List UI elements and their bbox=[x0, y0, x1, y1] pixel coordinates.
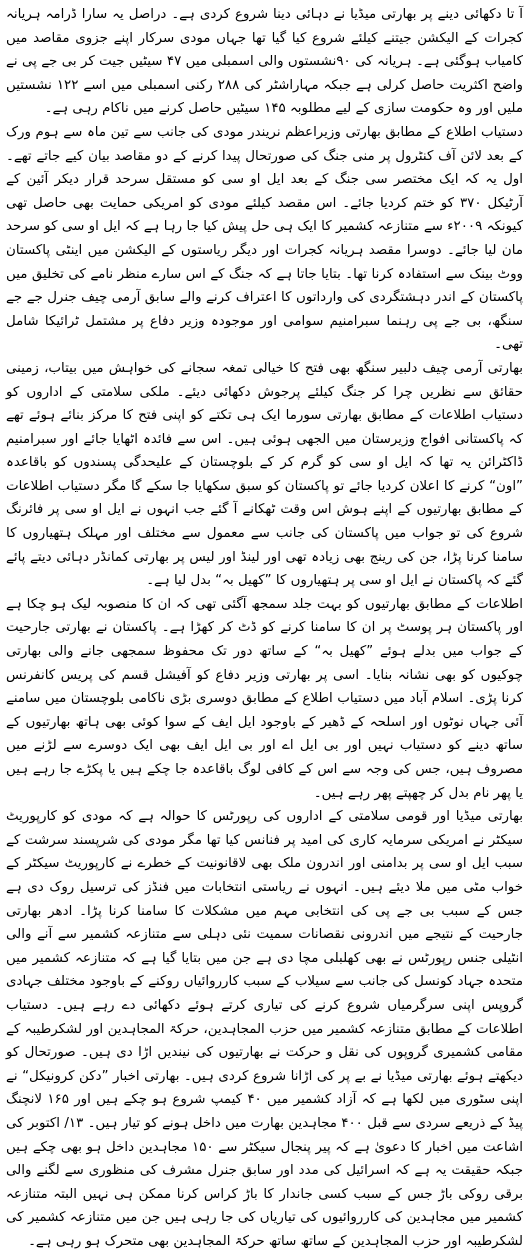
article-paragraph-2: دستیاب اطلاع کے مطابق بھارتی وزیراعظم نریندر مودی کی جانب سے تین ماہ سے ہوم ورک کے بعد لائن آف کنٹرول پر منی جنگ کی صورتحال پیدا کرنے کے دو مقاصد بیان کیے جاتے تھے۔ اول یہ کہ ایک مختصر سی جنگ کے بعد ایل او سی کو مستقل سرحد قرار دیکر آئین کے آرٹیکل ۳۷۰ کو ختم کردیا جائے۔ اس مقصد کیلئے مودی کو امریکی حمایت بھی حاصل تھی کیونکہ ۲۰۰۹ء سے متنازعہ کشمیر کا ایک ہی حل پیش کیا جا رہا ہے کہ ایل او سی کو سرحد مان لیا جائے۔ دوسرا مقصد ہریانہ کجرات اور دیگر ریاستوں کے الیکشن میں اینٹی پاکستان ووٹ بینک سے استفادہ کرنا تھا۔ بتایا جاتا ہے کہ جنگ کے اس سارے منظر نامے کی تخلیق میں پاکستان کے اندر دہشتگردی کی وارداتوں کا اعتراف کرنے والے سابق آرمی چیف جنرل جے جے سنگھ، بی جے پی رہنما سبرامنیم سوامی اور موجودہ وزیر دفاع پر مشتمل ٹرائیکا شامل تھی۔ bbox=[6, 124, 523, 353]
article-paragraph-5: بھارتی میڈیا اور قومی سلامتی کے اداروں کی رپورٹس کا حوالہ ہے کہ مودی کو کارپوریٹ سیکٹر نے امریکی سرمایہ کاری کی امید پر فنانس کیا تھا مگر مودی کی شرپسند سرشت کے سبب ایل او سی پر بدامنی اور اندرون ملک بھی لاقانونیت کے خطرے نے کارپوریٹ سیکٹر کے خواب مٹی میں ملا دیئے ہیں۔ انہوں نے ریاستی انتخابات میں فنڈز کی ترسیل روک دی ہے جس کے سبب بی جے پی کی انتخابی مہم میں مشکلات کا سامنا کرنا پڑا۔ ادھر بھارتی جارحیت کے نتیجے میں اندرونی نقصانات سمیت نئی دہلی سے متنازعہ کشمیر سے آنے والی انٹیلی جنس رپورٹس نے بھی کھلبلی مچا دی ہے جن میں بتایا گیا ہے کہ متنازعہ کشمیر میں متحدہ جہاد کونسل کی جانب سے سیلاب کے سبب کارروائیاں روکنے کے باوجود مختلف جہادی گروپس اپنی سرگرمیاں شروع کرنے کی تیاری کرتے ہوئے دکھائی دے رہے ہیں۔ دستیاب اطلاعات کے مطابق متنازعہ کشمیر میں حزب المجاہدین، حرکۃ المجاہدین اور لشکرطیبہ کے مقامی کشمیری گروپوں کی نقل و حرکت نے بھارتیوں کی نیندیں اڑا دی ہیں۔ صورتحال کو دیکھتے ہوئے بھارتی میڈیا نے بے پر کی اڑانا شروع کردی ہیں۔ بھارتی اخبار ”دکن کرونیکل“ نے اپنی سٹوری میں لکھا ہے کہ آزاد کشمیر میں ۴۰ کیمپ شروع ہو چکے ہیں اور ۱۶۵ لانچنگ پیڈ کے ذریعے سردی سے قبل ۴۰۰ مجاہدین بھارت میں داخل ہونے کو تیار ہیں۔ ۱۳/ اکتوبر کی اشاعت میں اخبار کا دعویٰ ہے کہ پیر پنجال سیکٹر سے ۱۵۰ مجاہدین داخل ہو بھی چکے ہیں جبکہ حقیقت یہ ہے کہ اسرائیل کی مدد اور سابق جنرل مشرف کی منظوری سے لگنے والی برقی روکی باڑ جس کے سبب کسی جاندار کا باڑ کراس کرنا ممکن ہی نہیں البتہ متنازعہ کشمیر میں مجاہدین کی کارروائیوں کی تیاریاں کی جا رہی ہیں جن میں متنازعہ کشمیر کی لشکرطیبہ اور حزب المجاہدین کے ساتھ ساتھ حرکۃ المجاہدین بھی متحرک ہو رہی ہے۔ bbox=[6, 809, 523, 1249]
article-paragraph-1: آ تا دکھائی دینے پر بھارتی میڈیا نے دہائی دینا شروع کردی ہے۔ دراصل یہ سارا ڈرامہ ہریانہ کجرات کے الیکشن جیتنے کیلئے شروع کیا گیا تھا جہاں مودی سرکار اپنے جزوی مقاصد میں کامیاب ہوگئی ہے۔ ہریانہ کی ۹۰نشستوں والی اسمبلی میں ۴۷ سیٹیں جیت کر بی جے پی نے واضح اکثریت حاصل کرلی ہے جبکہ مہاراشٹر کی ۲۸۸ رکنی اسمبلی میں اسے ۱۲۲ نشستیں ملیں اور وہ حکومت سازی کے لیے مطلوبہ ۱۴۵ سیٹیں حاصل کرنے میں ناکام رہی ہے۔ bbox=[6, 7, 523, 117]
article-paragraph-4: اطلاعات کے مطابق بھارتیوں کو بہت جلد سمجھ آگئی تھی کہ ان کا منصوبہ لیک ہو چکا ہے اور پاکستان ہر پوسٹ پر ان کا سامنا کرنے کو ڈٹ کر کھڑا ہے۔ پاکستان نے بھارتی جارحیت کے جواب میں بدلے ہوئے ”کھیل بہ“ کے ساتھ دور تک محفوظ سمجھی جانے والی بھارتی چوکیوں کو بھی نشانہ بنایا۔ اسی پر بھارتی وزیر دفاع کو آفیشل قسم کی پریس کانفرنس کرنا پڑی۔ اسلام آباد میں دستیاب اطلاع کے مطابق دوسری بڑی ناکامی بلوچستان میں سامنے آئی جہاں نوٹوں اور اسلحہ کے ڈھیر کے باوجود ایل ایف کے سوا کوئی بھی ہاتھ بھارتیوں کے ساتھ دینے کو دستیاب نہیں اور بی ایل اے اور بی ایل ایف بھی ایک دوسرے سے لڑنے میں مصروف ہیں، جس کی وجہ سے اس کے کافی لوگ باقاعدہ جا چکے ہیں یا پکڑے جا رہے ہیں یا پھر نام بدل کر چھپتے پھر رہے ہیں۔ bbox=[6, 596, 523, 801]
article-paragraph-3: بھارتی آرمی چیف دلبیر سنگھ بھی فتح کا خیالی تمغہ سجانے کی خواہش میں بیتاب، زمینی حقائق سے نظریں چرا کر جنگ کیلئے پرجوش دکھائی دیئے۔ ملکی سلامتی کے اداروں کو دستیاب اطلاعات کے مطابق بھارتی سورما ایک ہی تکتے کو اپنی فتح کا مرکز بنائے ہوئے تھے کہ پاکستانی افواج وزیرستان میں الجھی ہوئی ہیں۔ اس سے فائدہ اٹھایا جائے اور سبرامنیم ڈاکٹرائن یہ تھا کہ ایل او سی کو گرم کر کے بلوچستان کے علیحدگی پسندوں کو باقاعدہ ”اون“ کرنے کا اعلان کردیا جائے تو پاکستان کو سبق سکھایا جا سکے گا مگر دستیاب اطلاعات کے مطابق بھارتیوں کے اپنے ہوش اس وقت ٹھکانے آ گئے جب انہوں نے ایل او سی پر فائرنگ شروع کی تو جواب میں پاکستان کی جانب سے معمول سے مختلف اور مہلک ہتھیاروں کا سامنا کرنا پڑا، جن کی رینج بھی زیادہ تھی اور لینڈ اور لیس پر بھارتی کمانڈر دہائی دیتے پائے گئے کہ پاکستان نے ایل او سی پر ہتھیاروں کا ”کھیل بہ“ بدل لیا ہے۔ bbox=[6, 360, 523, 589]
